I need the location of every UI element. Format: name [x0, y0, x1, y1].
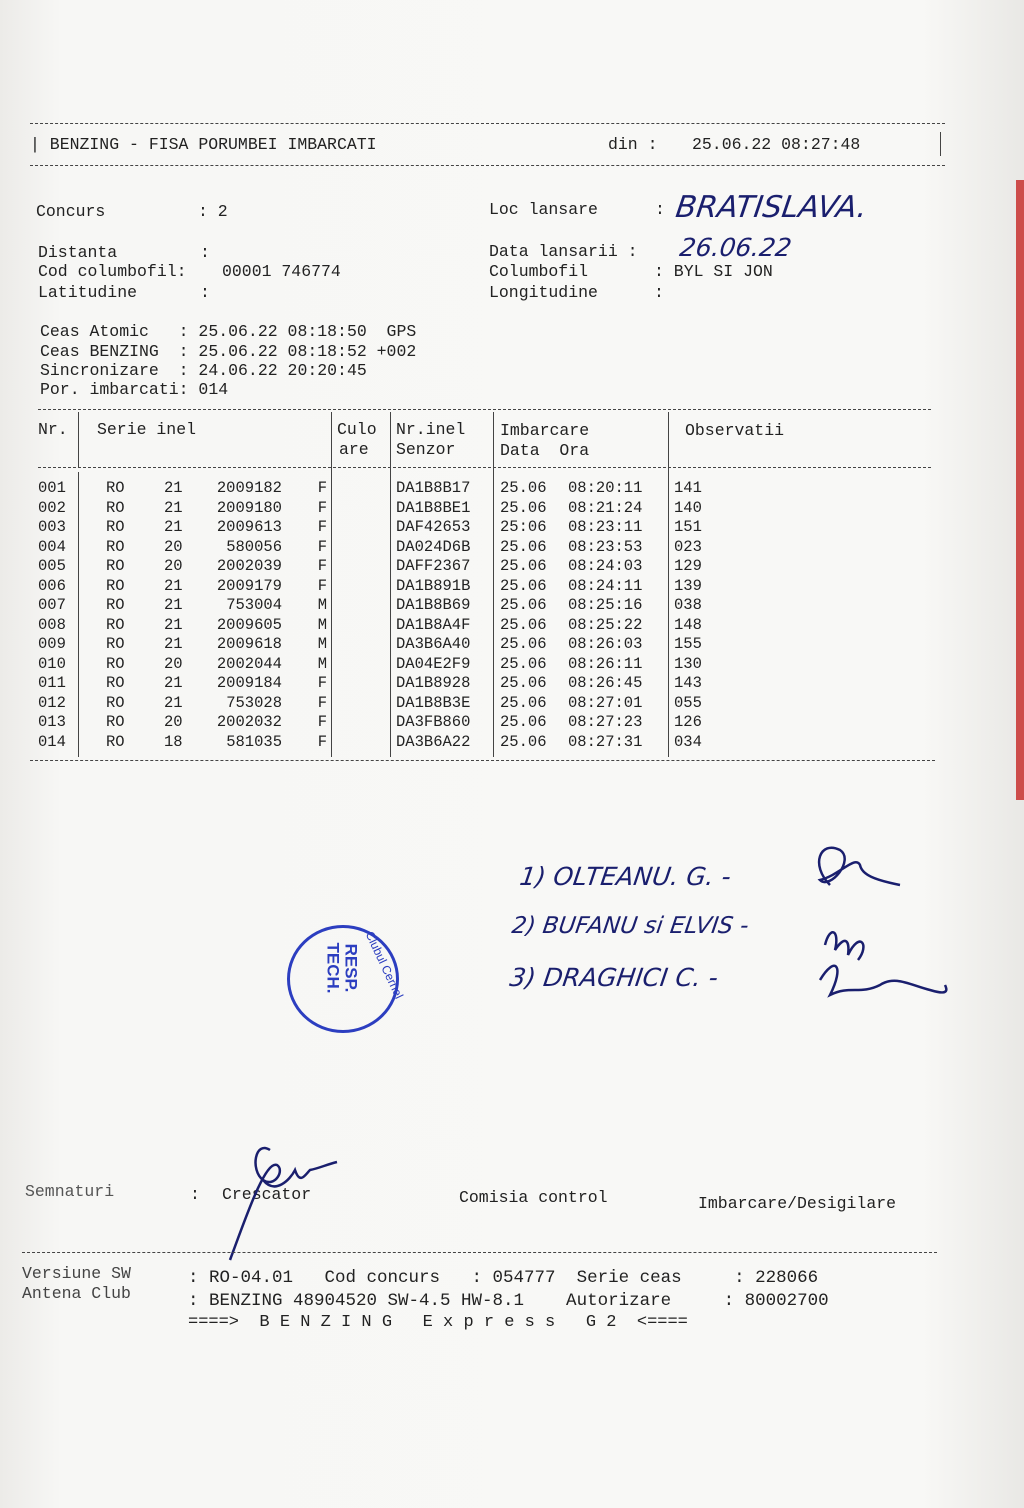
crescator-signature-stroke [230, 1148, 337, 1260]
cell-senzor: DAF42653 [396, 518, 471, 536]
cell-sex: M [317, 596, 327, 614]
cell-tara: RO [106, 498, 125, 517]
cell-serie: 580056 [226, 537, 282, 556]
cell-obs: 126 [674, 713, 702, 731]
document-title: | BENZING - FISA PORUMBEI IMBARCATI [30, 135, 377, 154]
cell-ora: 08:25:22 [568, 615, 643, 634]
cell-tara: RO [106, 674, 125, 692]
cell-senzor: DA1B8B69 [396, 596, 471, 614]
cell-sex: M [317, 635, 327, 653]
cell-data: 25.06 [500, 498, 547, 517]
cell-an: 20 [164, 537, 183, 556]
cell-serie: 753028 [226, 693, 282, 712]
cell-an: 21 [164, 615, 183, 634]
cell-data: 25.06 [500, 479, 547, 497]
data-lansarii-label: Data lansarii : [489, 242, 638, 261]
cell-sex: M [317, 615, 327, 634]
header-right-border [940, 132, 941, 156]
cell-ora: 08:20:11 [568, 479, 643, 497]
cell-obs: 141 [674, 479, 702, 497]
cell-serie: 581035 [226, 732, 282, 751]
cell-ora: 08:23:53 [568, 537, 643, 556]
cell-serie: 753004 [226, 596, 282, 614]
col-nr-header: Nr. [38, 420, 68, 439]
col-serie-header: Serie inel [97, 420, 197, 439]
commission-signatures [800, 835, 960, 1035]
cell-tara: RO [106, 615, 125, 634]
cell-ora: 08:25:16 [568, 596, 643, 614]
stamp-center-text: RESP. TECH. [323, 942, 361, 994]
cell-data: 25.06 [500, 674, 547, 692]
cell-an: 21 [164, 479, 183, 497]
crescator-label: Crescator [222, 1185, 312, 1204]
cell-senzor: DA3B6A22 [396, 732, 471, 751]
cell-an: 21 [164, 518, 183, 536]
header-bottom-rule [30, 165, 945, 166]
col-culoare-header-2: are [339, 440, 369, 459]
cell-ora: 08:24:11 [568, 576, 643, 595]
cell-nr: 001 [38, 479, 66, 497]
cell-obs: 143 [674, 674, 702, 692]
cell-sex: F [317, 732, 327, 751]
commission-member-1: 1) OLTEANU. G. - [517, 862, 733, 891]
sep-culoare [390, 412, 391, 757]
cell-ora: 08:26:03 [568, 635, 643, 653]
semnaturi-label: Semnaturi [25, 1182, 115, 1201]
cell-data: 25.06 [500, 713, 547, 731]
cell-serie: 2009605 [216, 615, 282, 634]
cell-sex: F [317, 713, 327, 731]
cell-data: 25.06 [500, 576, 547, 595]
cell-tara: RO [106, 479, 125, 497]
cell-sex: F [317, 537, 327, 556]
cell-senzor: DA3FB860 [396, 713, 471, 731]
cell-nr: 002 [38, 498, 66, 517]
cell-tara: RO [106, 693, 125, 712]
signature-3 [820, 966, 946, 995]
cell-obs: 023 [674, 537, 702, 556]
table-header-rule [38, 467, 931, 468]
cell-tara: RO [106, 537, 125, 556]
cell-nr: 009 [38, 635, 66, 653]
page-edge [1016, 180, 1024, 800]
longitudine-label: Longitudine [489, 283, 598, 302]
cell-an: 21 [164, 674, 183, 692]
col-senzor-header-1: Nr.inel [396, 420, 466, 439]
signature-1 [819, 848, 900, 885]
cell-an: 20 [164, 713, 183, 731]
cell-ora: 08:23:11 [568, 518, 643, 536]
cell-an: 21 [164, 693, 183, 712]
cell-ora: 08:27:23 [568, 713, 643, 731]
cell-ora: 08:27:31 [568, 732, 643, 751]
cell-sex: F [317, 518, 327, 536]
cell-sex: F [317, 557, 327, 575]
cell-tara: RO [106, 654, 125, 673]
header-sep-nr [78, 412, 79, 467]
signature-2 [825, 932, 863, 960]
table-bottom-rule [30, 760, 935, 761]
cell-obs: 129 [674, 557, 702, 575]
col-imbarcare-header-2: Data Ora [500, 441, 590, 460]
footer-line-3: ====> B E N Z I N G E x p r e s s G 2 <==== [188, 1313, 688, 1332]
sep-senzor [493, 412, 494, 757]
cell-ora: 08:24:03 [568, 557, 643, 575]
cell-tara: RO [106, 596, 125, 614]
cell-nr: 011 [38, 674, 66, 692]
cell-obs: 055 [674, 693, 702, 712]
footer-line-2: : BENZING 48904520 SW-4.5 HW-8.1 Autorizare : 80002700 [188, 1291, 829, 1311]
cell-an: 21 [164, 635, 183, 653]
cell-sex: F [317, 498, 327, 517]
cell-senzor: DA1B8BE1 [396, 498, 471, 517]
cell-nr: 012 [38, 693, 66, 712]
ceas-benzing: Ceas BENZING : 25.06.22 08:18:52 +002 [40, 342, 417, 361]
loc-handwritten: BRATISLAVA. [673, 190, 870, 225]
cell-an: 20 [164, 557, 183, 575]
header-top-rule [30, 123, 945, 124]
cell-senzor: DA1B8A4F [396, 615, 471, 634]
cell-data: 25:06 [500, 518, 547, 536]
columbofil-label: Columbofil [489, 262, 589, 281]
versiune-label: Versiune SW [22, 1264, 131, 1283]
cell-an: 20 [164, 654, 183, 673]
cell-tara: RO [106, 576, 125, 595]
cell-obs: 034 [674, 732, 702, 751]
cell-an: 21 [164, 576, 183, 595]
cell-serie: 2002039 [216, 557, 282, 575]
cell-senzor: DA3B6A40 [396, 635, 471, 653]
cell-sex: F [317, 576, 327, 595]
footer-line-1: : RO-04.01 Cod concurs : 054777 Serie ceas : 228066 [188, 1268, 819, 1288]
latitudine-label: Latitudine [38, 283, 138, 302]
concurs-value: : 2 [198, 202, 228, 221]
cell-serie: 2009180 [216, 498, 282, 517]
table-top-rule [38, 409, 931, 410]
commission-member-2: 2) BUFANU si ELVIS - [510, 913, 751, 939]
cell-serie: 2009184 [216, 674, 282, 692]
loc-label: Loc lansare [489, 200, 598, 219]
cell-obs: 130 [674, 654, 702, 673]
cell-obs: 038 [674, 596, 702, 614]
cell-senzor: DA1B8928 [396, 674, 471, 692]
cell-senzor: DA04E2F9 [396, 654, 471, 673]
ceas-atomic: Ceas Atomic : 25.06.22 08:18:50 GPS [40, 322, 417, 341]
cell-serie: 2009618 [216, 635, 282, 653]
cell-tara: RO [106, 557, 125, 575]
cell-serie: 2002044 [216, 654, 282, 673]
cell-nr: 013 [38, 713, 66, 731]
cell-tara: RO [106, 732, 125, 751]
cell-senzor: DA1B8B17 [396, 479, 471, 497]
footer-rule [22, 1252, 937, 1253]
cell-nr: 006 [38, 576, 66, 595]
cell-nr: 005 [38, 557, 66, 575]
crescator-signature [215, 1140, 355, 1270]
cell-ora: 08:21:24 [568, 498, 643, 517]
loc-value: : [655, 200, 665, 219]
cell-ora: 08:27:01 [568, 693, 643, 712]
cell-senzor: DA024D6B [396, 537, 471, 556]
col-senzor-header-2: Senzor [396, 440, 456, 459]
semnaturi-colon: : [190, 1185, 200, 1204]
cell-ora: 08:26:45 [568, 674, 643, 692]
col-culoare-header-1: Culo [337, 420, 377, 439]
columbofil-value: : BYL SI JON [654, 262, 773, 281]
cell-sex: M [317, 654, 327, 673]
cell-serie: 2009613 [216, 518, 282, 536]
col-imbarcare-header-1: Imbarcare [500, 421, 590, 440]
cell-obs: 139 [674, 576, 702, 595]
porumbei-imbarcati: Por. imbarcati: 014 [40, 380, 229, 399]
cell-serie: 2009179 [216, 576, 282, 595]
sincronizare: Sincronizare : 24.06.22 20:20:45 [40, 361, 367, 380]
cell-nr: 004 [38, 537, 66, 556]
cell-obs: 151 [674, 518, 702, 536]
cell-senzor: DA1B891B [396, 576, 471, 595]
cell-nr: 003 [38, 518, 66, 536]
cell-nr: 014 [38, 732, 66, 751]
imbarcare-desigilare-label: Imbarcare/Desigilare [698, 1194, 897, 1213]
sep-nr [78, 472, 79, 757]
distanta-value: : [200, 243, 210, 262]
club-stamp [287, 925, 407, 1033]
cod-value: 00001 746774 [222, 262, 341, 281]
stamp-ring-text: Clubul Cernel [362, 929, 407, 1001]
antena-label: Antena Club [22, 1284, 131, 1303]
cell-sex: F [317, 693, 327, 712]
cell-serie: 2009182 [216, 479, 282, 497]
cell-data: 25.06 [500, 596, 547, 614]
cell-sex: F [317, 674, 327, 692]
cell-data: 25.06 [500, 615, 547, 634]
cell-an: 21 [164, 498, 183, 517]
din-value: 25.06.22 08:27:48 [692, 135, 861, 154]
cell-ora: 08:26:11 [568, 654, 643, 673]
comisia-label: Comisia control [459, 1188, 608, 1207]
cell-nr: 008 [38, 615, 66, 634]
cell-obs: 155 [674, 635, 702, 653]
cell-an: 21 [164, 596, 183, 614]
latitudine-value: : [200, 283, 210, 302]
commission-member-3: 3) DRAGHICI C. - [507, 963, 721, 992]
din-label: din : [608, 135, 658, 154]
data-lansarii-handwritten: 26.06.22 [677, 233, 794, 262]
cell-senzor: DA1B8B3E [396, 693, 471, 712]
cell-data: 25.06 [500, 557, 547, 575]
cell-nr: 007 [38, 596, 66, 614]
sep-serie [331, 412, 332, 757]
cell-obs: 148 [674, 615, 702, 634]
cell-data: 25.06 [500, 693, 547, 712]
cell-tara: RO [106, 635, 125, 653]
cell-data: 25.06 [500, 732, 547, 751]
longitudine-value: : [654, 283, 664, 302]
cell-obs: 140 [674, 498, 702, 517]
cell-serie: 2002032 [216, 713, 282, 731]
cod-label: Cod columbofil: [38, 262, 187, 281]
cell-data: 25.06 [500, 537, 547, 556]
cell-tara: RO [106, 518, 125, 536]
cell-nr: 010 [38, 654, 66, 673]
cell-data: 25.06 [500, 635, 547, 653]
cell-sex: F [317, 479, 327, 497]
cell-tara: RO [106, 713, 125, 731]
cell-senzor: DAFF2367 [396, 557, 471, 575]
distanta-label: Distanta [38, 243, 118, 262]
concurs-label: Concurs [36, 202, 106, 221]
sep-imbarcare [668, 412, 669, 757]
cell-an: 18 [164, 732, 183, 751]
col-observatii-header: Observatii [685, 421, 785, 440]
cell-data: 25.06 [500, 654, 547, 673]
